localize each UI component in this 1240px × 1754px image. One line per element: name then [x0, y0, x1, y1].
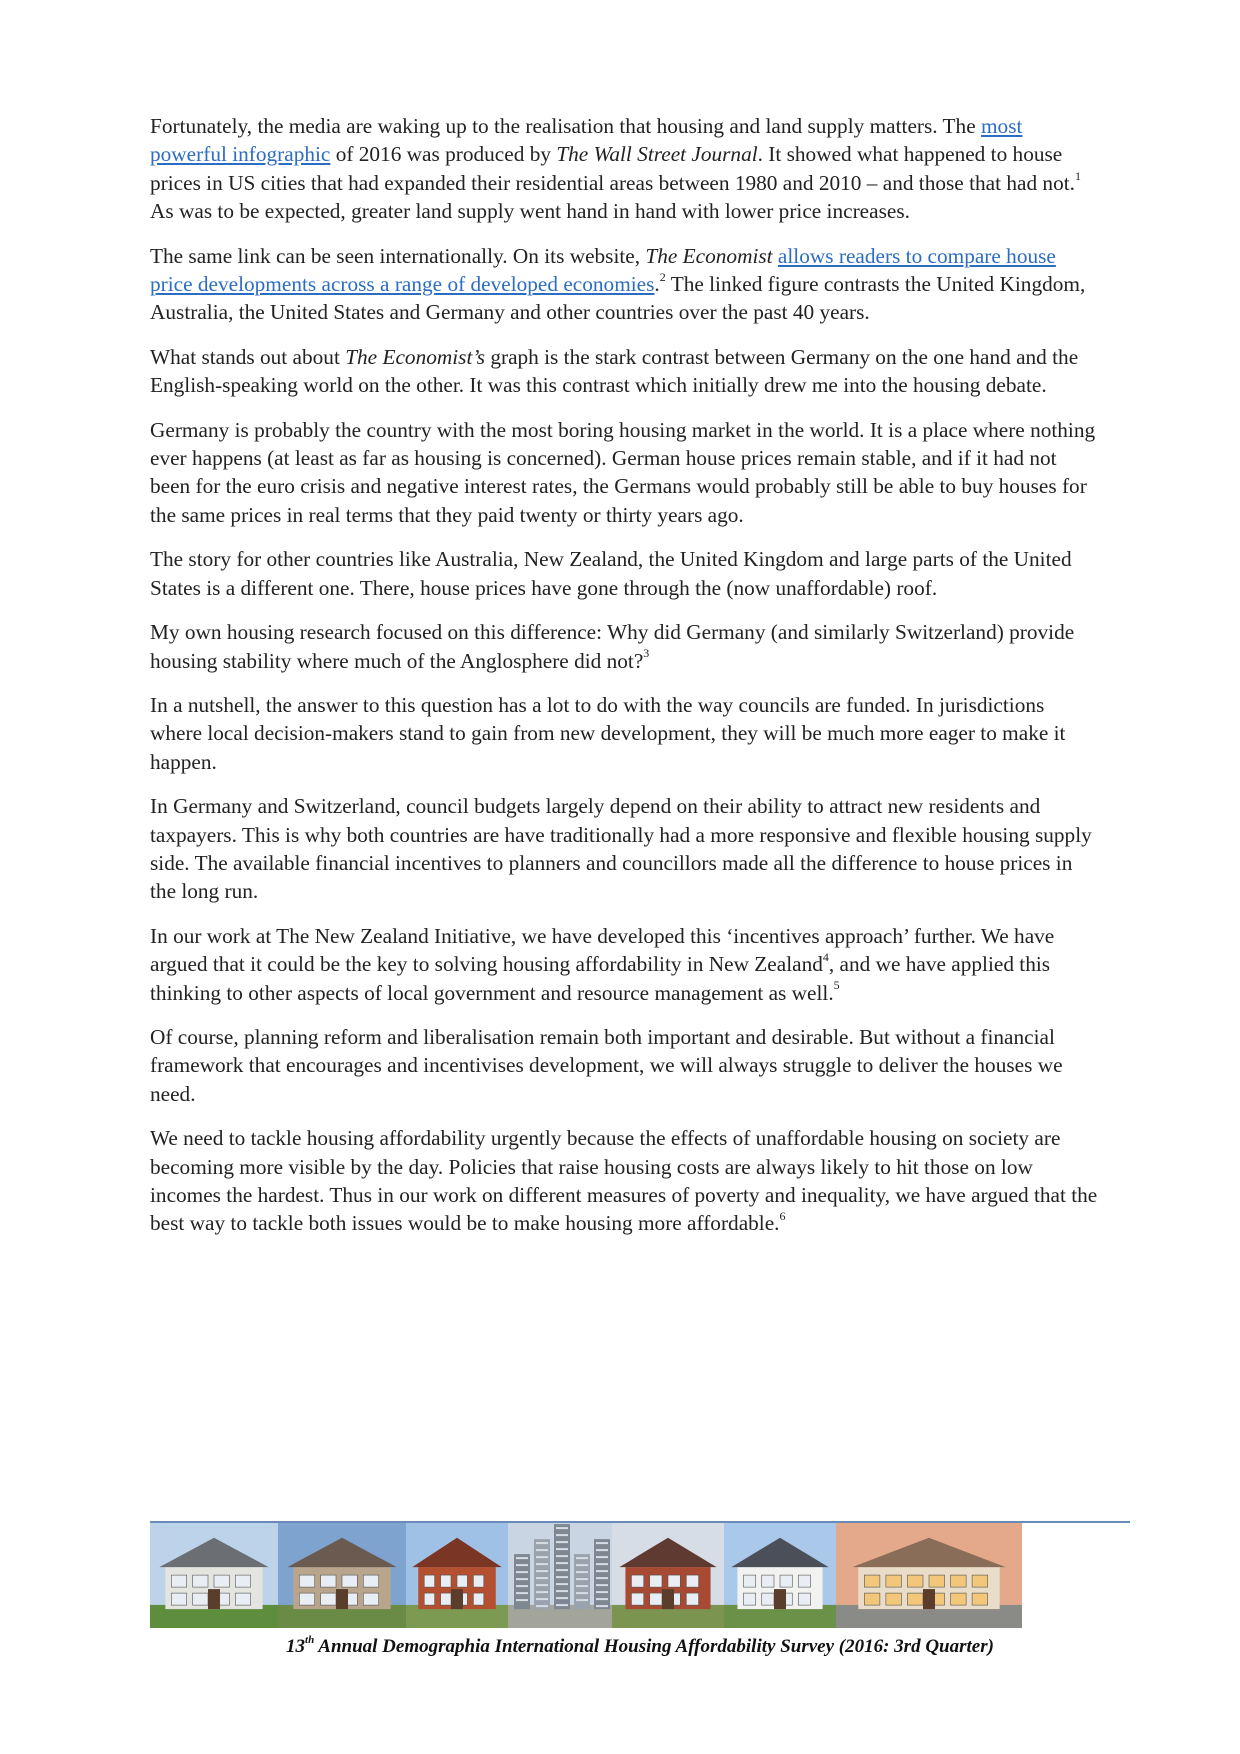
publication-name: The Economist’s [345, 344, 485, 369]
footer-number: 13 [286, 1636, 306, 1657]
paragraph [150, 1023, 1098, 1108]
text-run: Germany is probably the country with the most boring housing market in the world. It is a place where nothing ever happens (at least as far as housing is concerned). German house prices remain stable, and if it had not been for the euro crisis and negative interest rates, the Germans would probably still be able to buy houses for the same prices in real terms that they paid twenty or thirty years ago. [150, 417, 1096, 527]
article-body [150, 112, 1098, 1254]
footer-ordinal: th [305, 1633, 315, 1646]
text-run: . [654, 272, 660, 297]
text-run: The story for other countries like Australia, New Zealand, the United Kingdom and large parts of the United States is a different one. There, house prices have gone through the (now unaffordable) roof. [150, 547, 1072, 600]
paragraph [150, 618, 1098, 675]
apartment-towers-photo-image [508, 1523, 612, 1628]
text-run: In Germany and Switzerland, council budgets largely depend on their ability to attract new residents and taxpayers. This is why both countries are have traditionally had a more responsive and flexible housing supply side. The available financial incentives to planners and councillors made all the difference to house prices in the long run. [150, 794, 1092, 904]
text-run: of 2016 was produced by [330, 142, 557, 167]
text-run: In our work at The New Zealand Initiative, we have developed this ‘incentives approach’ further. We have argued that it could be the key to solving housing affordability in New Zealand [150, 923, 1055, 977]
text-run: Fortunately, the media are waking up to the realisation that housing and land supply matters. The [150, 114, 981, 138]
text-run: The same link can be seen internationally. On its website, [150, 243, 646, 268]
text-run: graph is the stark contrast between Germany on the one hand and the English-speaking world on the other. It was this contrast which initially drew me into the housing debate. [150, 344, 1079, 398]
white-colonial-photo [724, 1523, 836, 1628]
text-run: We need to tackle housing affordability urgently because the effects of unaffordable housing on society are becoming more visible by the day. Policies that raise housing costs are always likely to hit those on low incomes the hardest. Thus in our work on different measures of poverty and inequality, we have argued that the best way to tackle both issues would be to make housing more affordable. [150, 1126, 1098, 1236]
white-colonial-photo-image [724, 1523, 836, 1628]
paragraph [150, 242, 1098, 327]
paragraph [150, 343, 1098, 400]
text-run: My own housing research focused on this difference: Why did Germany (and similarly Switzerland) provide housing stability where much of the Anglosphere did not? [150, 620, 1075, 673]
paragraph [150, 1124, 1098, 1238]
text-run: Of course, planning reform and liberalisation remain both important and desirable. But without a financial framework that encourages and incentivises development, we will always struggle to deliver the houses we need. [150, 1024, 1063, 1106]
text-run: The linked figure contrasts the United Kingdom, Australia, the United States and Germany and other countries over the past 40 years. [150, 272, 1086, 325]
footer-title: Annual Demographia International Housing Affordability Survey (2016: 3rd Quarter) [314, 1636, 994, 1657]
paragraph [150, 922, 1098, 1007]
survey-footer-caption [150, 1633, 1130, 1658]
footnote-marker: 6 [779, 1209, 786, 1224]
stone-mansion-photo-image [278, 1523, 406, 1628]
paragraph [150, 691, 1098, 776]
text-run: As was to be expected, greater land supply went hand in hand with lower price increases. [150, 199, 910, 224]
footnote-marker: 3 [643, 646, 650, 661]
modern-villa-photo-image [836, 1523, 1022, 1628]
suburban-house-photo-image [150, 1523, 278, 1628]
modern-villa-photo [836, 1523, 1022, 1628]
paragraph [150, 792, 1098, 906]
text-run: . It showed what happened to house prices in US cities that had expanded their residential areas between 1980 and 2010 – and those that had not. [150, 142, 1075, 195]
paragraph [150, 416, 1098, 530]
brick-house-photo-image [406, 1523, 508, 1628]
hyperlink[interactable]: most powerful infographic [150, 114, 1023, 167]
apartment-towers-photo [508, 1523, 612, 1628]
footnote-marker: 4 [822, 950, 829, 965]
footnote-marker: 2 [659, 269, 666, 284]
red-brick-home-photo [612, 1523, 724, 1628]
suburban-house-photo [150, 1523, 278, 1628]
footnote-marker: 5 [833, 978, 840, 993]
red-brick-home-photo-image [612, 1523, 724, 1628]
brick-house-photo [406, 1523, 508, 1628]
stone-mansion-photo [278, 1523, 406, 1628]
footnote-marker: 1 [1074, 168, 1081, 183]
hyperlink[interactable]: allows readers to compare house price developments across a range of developed economies [150, 243, 1056, 297]
paragraph [150, 545, 1098, 602]
paragraph [150, 112, 1098, 226]
house-photo-banner [150, 1521, 1130, 1628]
text-run: , and we have applied this thinking to other aspects of local government and resource management as well. [150, 952, 1051, 1005]
text-run: What stands out about [150, 344, 346, 369]
publication-name: The Wall Street Journal [556, 142, 758, 167]
text-run: In a nutshell, the answer to this question has a lot to do with the way councils are funded. In jurisdictions where local decision-makers stand to gain from new development, they will be much more eager to make it happen. [150, 692, 1066, 774]
publication-name: The Economist [645, 243, 773, 268]
